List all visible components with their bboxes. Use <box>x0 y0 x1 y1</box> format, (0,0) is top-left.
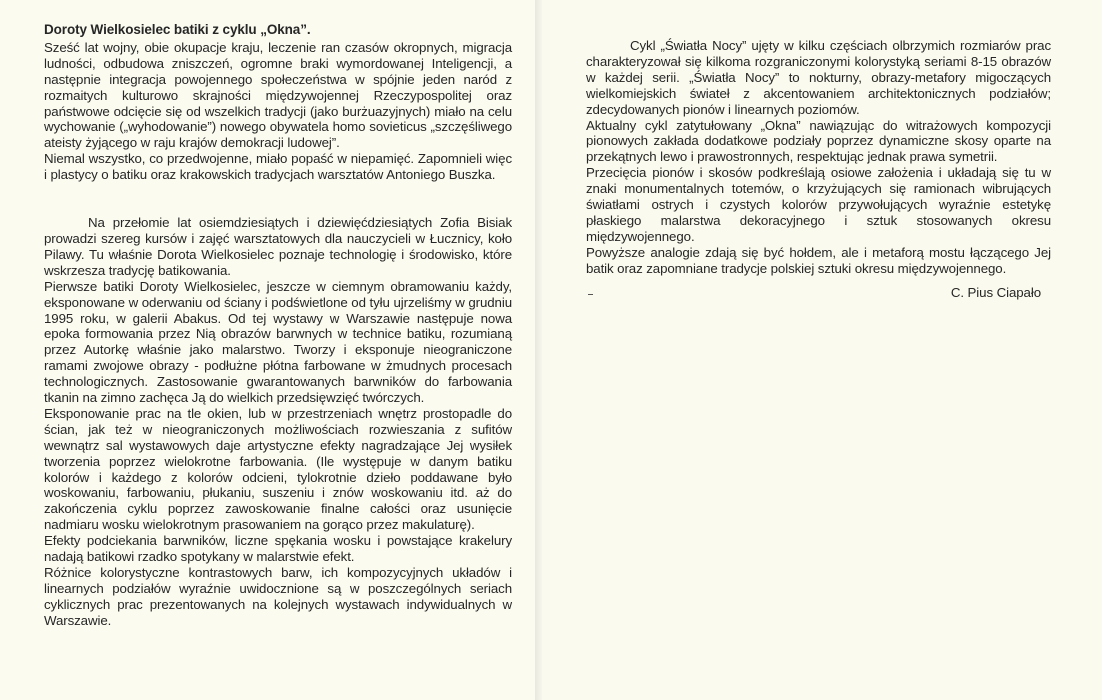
paragraph: Sześć lat wojny, obie okupacje kraju, leczenie ran czasów okropnych, migracja ludności, odbudowa zniszczeń, ogromne braki wymordowanej Inteligencji, a następnie integracja powojennego społeczeństwa w spójnie jeden naród z rozmaitych kulturowo skrajności międzywojennej Rzeczypospolitej oraz państwowe odcięcie się od wszelkich tradycji (jako burżuazyjnych) miało na celu wychowanie („wyhodowanie”) nowego obywatela homo sovieticus „szczęśliwego ateisty żyjącego w raju krajów demokracji ludowej”. <box>44 39 512 151</box>
left-column <box>44 22 512 629</box>
paragraph: Różnice kolorystyczne kontrastowych barw, ich kompozycyjnych układów i linearnych podziałów wyraźnie uwidocznione są w poszczególnych seriach cyklicznych prac prezentowanych na kolejnych wystawach indywidualnych w Warszawie. <box>44 565 512 628</box>
article-title: Doroty Wielkosielec batiki z cyklu „Okna”. <box>44 22 311 37</box>
paragraph: Cykl „Światła Nocy” ujęty w kilku częściach olbrzymich rozmiarów prac charakteryzował się kilkoma rozgraniczonymi kolorystyką seriami 8-15 obrazów w każdej serii. „Światła Nocy” to nokturny, obrazy-metafory migoczących wielkomiejskich świateł z akcentowaniem architektonicznych podziałów; zdecydowanych pionów i linearnych poziomów. <box>586 38 1051 117</box>
page-gutter <box>535 0 542 700</box>
paragraph: Aktualny cykl zatytułowany „Okna” nawiązując do witrażowych kompozycji pionowych zakłada dodatkowe podziały poprzez dynamiczne skosy oparte na przekątnych lewo i prawostronnych, respektując jednak prawa symetrii. <box>586 117 1051 165</box>
paragraph: Przecięcia pionów i skosów podkreślają osiowe założenia i układają się tu w znaki monumentalnych totemów, o krzyżujących się ramionach wibrujących światłami ostrych i czystych kolorów przywołujących wyraźnie estetykę płaskiego malarstwa dekoracyjnego i sztuk stosowanych okresu międzywojennego. <box>586 165 1051 244</box>
paragraph: Pierwsze batiki Doroty Wielkosielec, jeszcze w ciemnym obramowaniu każdy, eksponowane w oderwaniu od ściany i podświetlone od tyłu ujrzeliśmy w grudniu 1995 roku, w galerii Abakus. Od tej wystawy w Warszawie następuje nowa epoka formowania przez Nią obrazów barwnych w technice batiku, rozumianą przez Autorkę właśnie jako malarstwo. Tworzy i eksponuje nieograniczone ramami zwojowe obrazy - podłużne płótna farbowane w żmudnych procesach technologicznych. Zastosowanie gwarantowanych barwników do farbowania tkanin na zimno zachęca Ją do wielkich przedsięwzięć twórczych. <box>44 278 512 406</box>
print-mark <box>588 294 593 295</box>
paragraph: Eksponowanie prac na tle okien, lub w przestrzeniach wnętrz prostopadle do ścian, jak też w nieograniczonych możliwościach rozwieszania z sufitów wewnątrz sal wystawowych daje artystyczne efekty nagradzające Jej wysiłek tworzenia poprzez wielokrotne farbowania. (Ile występuje w danym batiku kolorów i każdego z kolorów odcieni, tylokrotnie dzieło poddawane było woskowaniu, farbowaniu, płukaniu, suszeniu i znów woskowaniu itd. aż do zakończenia cyklu poprzez zawoskowanie finalne całości oraz usunięcie nadmiaru wosku wielokrotnym prasowaniem na gorąco przez makulaturę). <box>44 405 512 533</box>
paragraph: Niemal wszystko, co przedwojenne, miało popaść w niepamięć. Zapomnieli więc i plastycy o batiku oraz krakowskich tradycjach warsztatów Antoniego Buszka. <box>44 151 512 183</box>
author-signature: C. Pius Ciapało <box>950 284 1041 300</box>
paragraph: Powyższe analogie zdają się być hołdem, ale i metaforą mostu łączącego Jej batik oraz zapomniane tradycje polskiej sztuki okresu międzywojennego. <box>586 244 1051 276</box>
section-gap <box>44 183 512 215</box>
paragraph: Na przełomie lat osiemdziesiątych i dziewięćdziesiątych Zofia Bisiak prowadzi szereg kursów i zajęć warsztatowych dla nauczycieli w Łucznicy, koło Pilawy. Tu właśnie Dorota Wielkosielec poznaje technologię i środowisko, które wskrzesza tradycję batikowania. <box>44 215 512 278</box>
right-column <box>586 38 1051 301</box>
paragraph: Efekty podciekania barwników, liczne spękania wosku i powstające krakelury nadają batikowi rzadko spotykany w malarstwie efekt. <box>44 533 512 565</box>
